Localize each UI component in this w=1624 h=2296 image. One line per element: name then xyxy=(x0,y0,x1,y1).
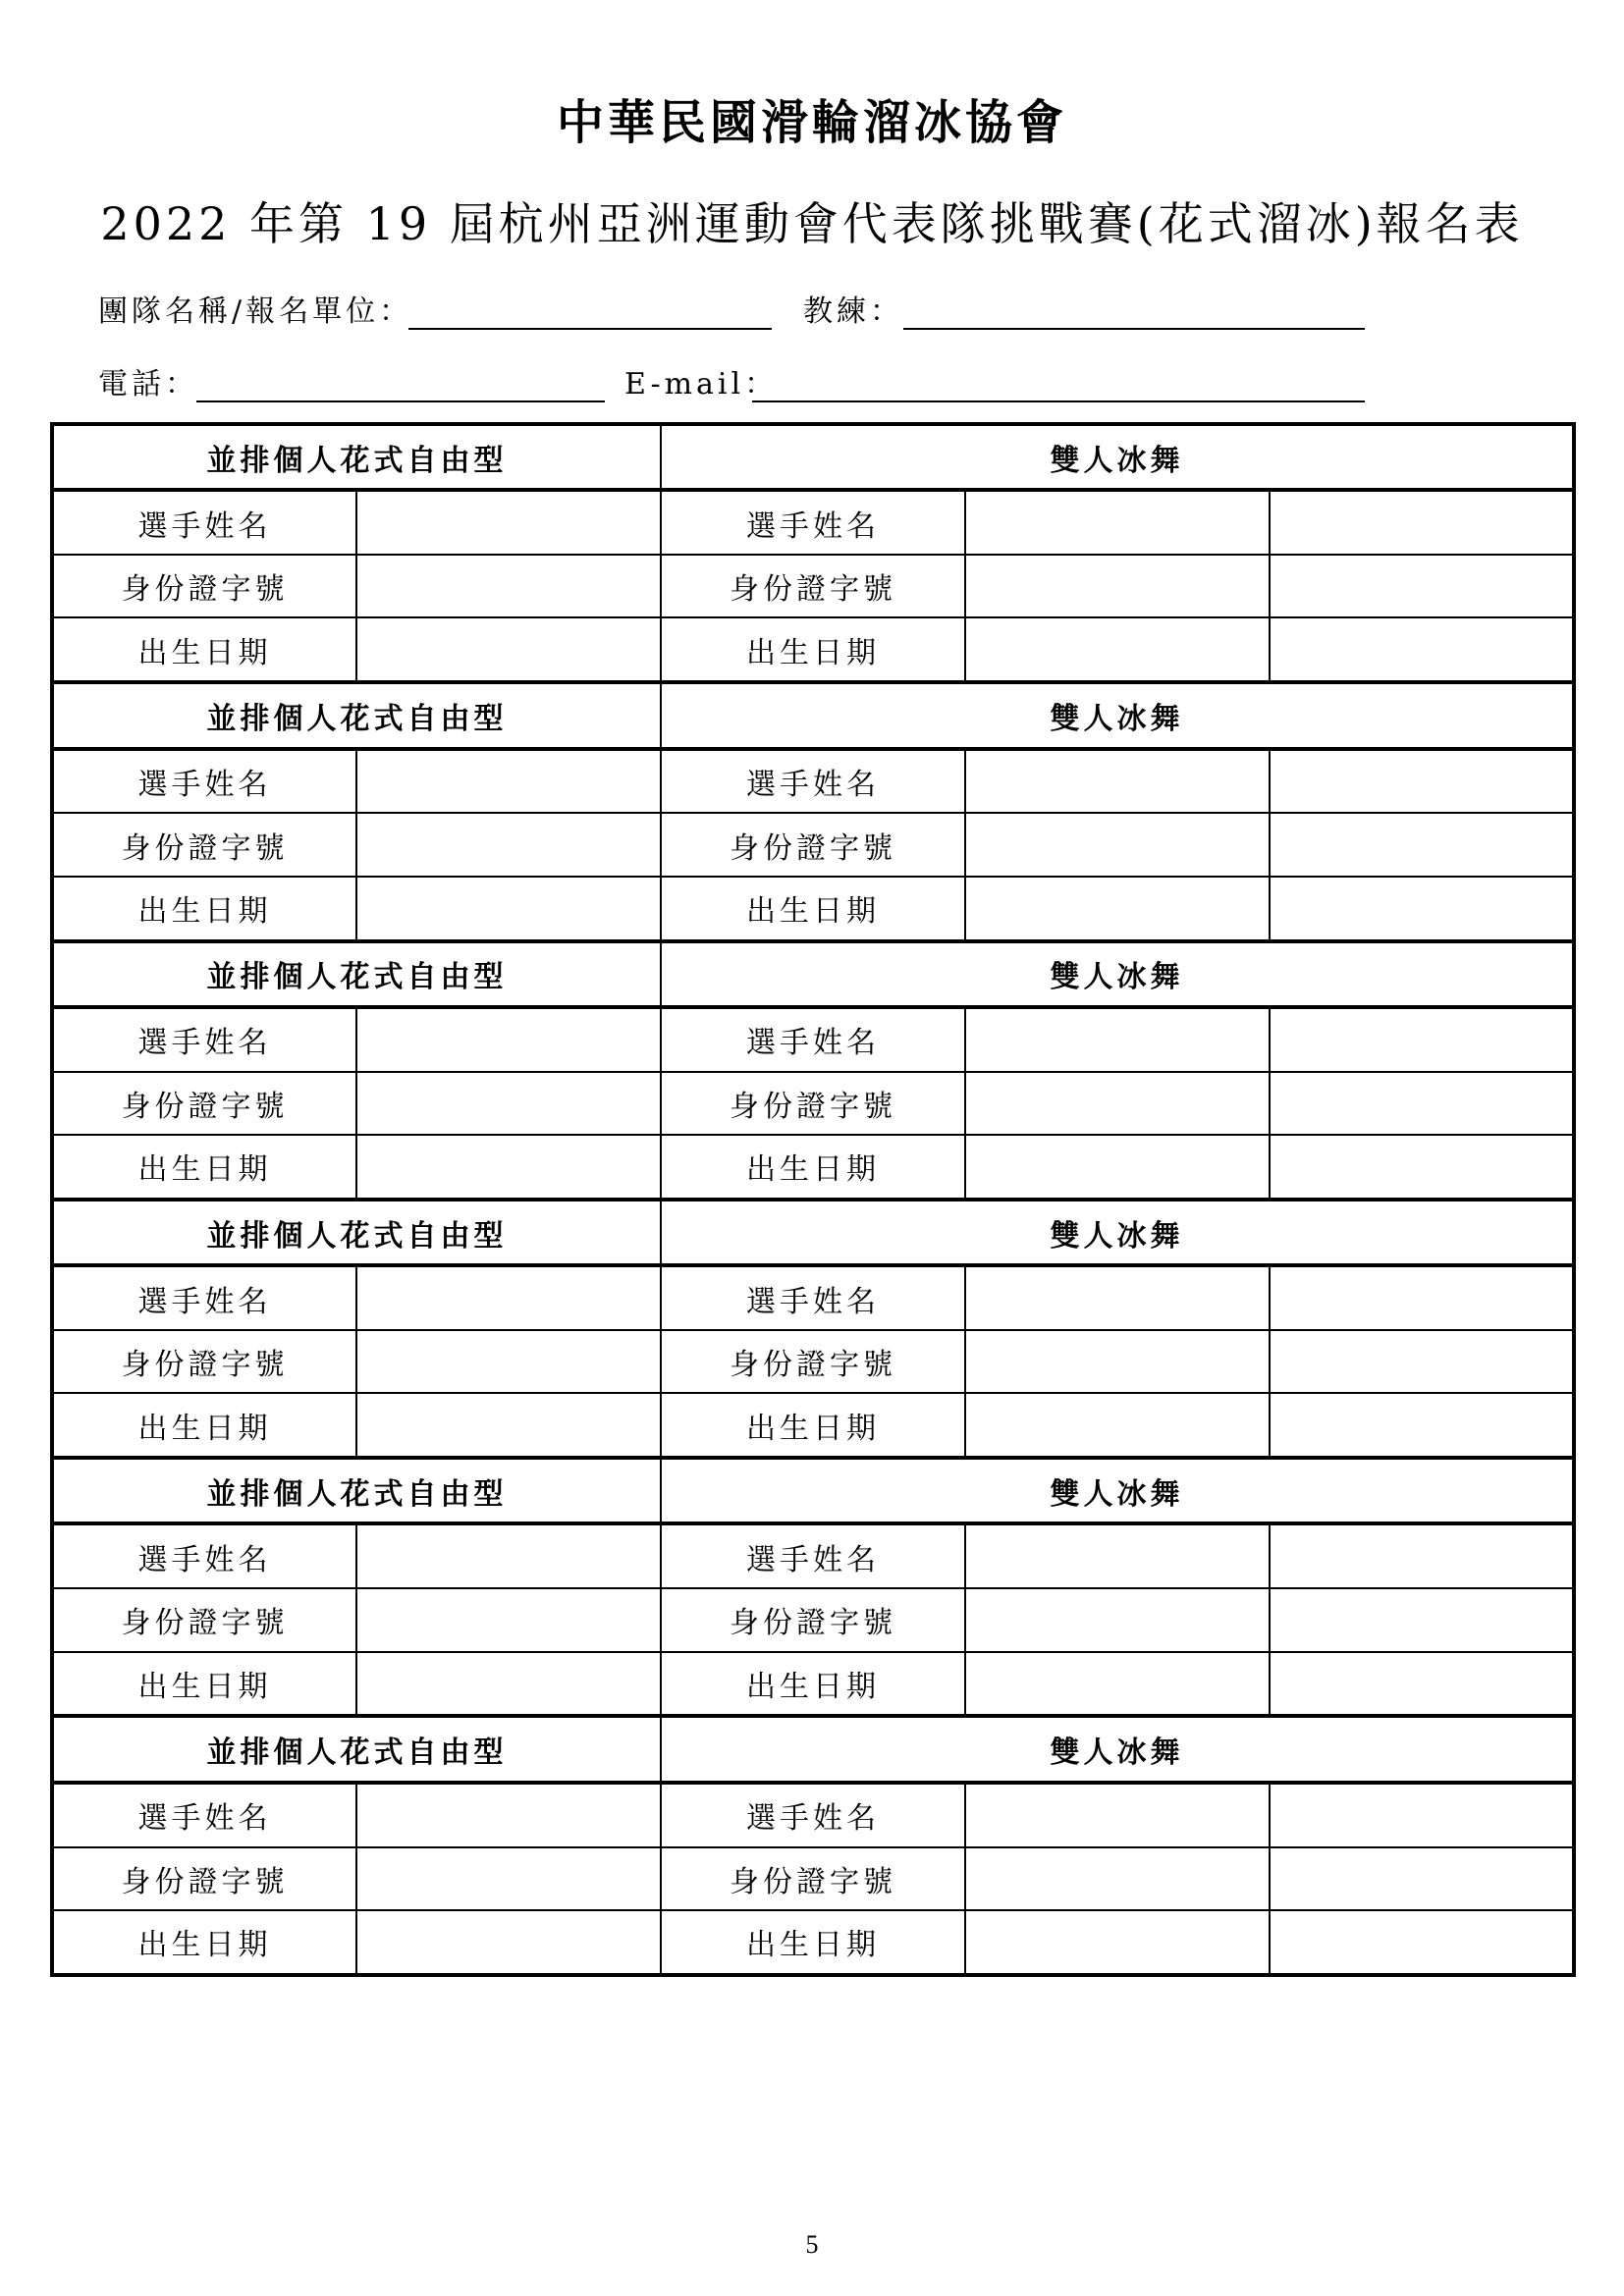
table-row xyxy=(52,1007,1574,1072)
right-partner-1-input[interactable] xyxy=(965,1523,1270,1588)
right-partner-2-input[interactable] xyxy=(1270,1910,1574,1975)
coach-label: 教練： xyxy=(803,294,903,329)
right-partner-1-input[interactable] xyxy=(965,813,1270,876)
left-field-input[interactable] xyxy=(356,1652,661,1717)
table-row xyxy=(52,1847,1574,1910)
right-field-label: 選手姓名 xyxy=(661,1783,965,1847)
left-field-label: 身份證字號 xyxy=(52,1588,356,1651)
right-partner-2-input[interactable] xyxy=(1270,1847,1574,1910)
right-field-label: 出生日期 xyxy=(661,1910,965,1975)
table-row xyxy=(52,1072,1574,1135)
right-field-label: 身份證字號 xyxy=(661,1847,965,1910)
pair-dance-title: 雙人冰舞 xyxy=(661,1200,1574,1265)
table-row xyxy=(52,813,1574,876)
freestyle-title: 並排個人花式自由型 xyxy=(52,1458,661,1523)
right-field-label: 身份證字號 xyxy=(661,1588,965,1651)
right-partner-2-input[interactable] xyxy=(1270,1072,1574,1135)
freestyle-title: 並排個人花式自由型 xyxy=(52,1716,661,1782)
right-field-label: 選手姓名 xyxy=(661,1265,965,1330)
right-partner-1-input[interactable] xyxy=(965,1135,1270,1200)
left-field-input[interactable] xyxy=(356,1523,661,1588)
left-field-input[interactable] xyxy=(356,1783,661,1847)
email-field[interactable] xyxy=(752,365,1365,402)
left-field-input[interactable] xyxy=(356,1393,661,1458)
table-row xyxy=(52,1652,1574,1717)
right-partner-2-input[interactable] xyxy=(1270,749,1574,814)
right-field-label: 選手姓名 xyxy=(661,1523,965,1588)
left-field-label: 出生日期 xyxy=(52,1910,356,1975)
freestyle-title: 並排個人花式自由型 xyxy=(52,941,661,1007)
registration-table xyxy=(50,422,1576,1977)
left-field-label: 選手姓名 xyxy=(52,1783,356,1847)
left-field-input[interactable] xyxy=(356,1265,661,1330)
team-coach-row xyxy=(98,293,1375,340)
right-partner-1-input[interactable] xyxy=(965,877,1270,941)
right-field-label: 身份證字號 xyxy=(661,813,965,876)
right-partner-1-input[interactable] xyxy=(965,1652,1270,1717)
left-field-input[interactable] xyxy=(356,555,661,617)
left-field-label: 身份證字號 xyxy=(52,1072,356,1135)
table-row xyxy=(52,877,1574,941)
pair-dance-title: 雙人冰舞 xyxy=(661,424,1574,490)
right-partner-2-input[interactable] xyxy=(1270,1007,1574,1072)
table-row xyxy=(52,1783,1574,1847)
table-row xyxy=(52,490,1574,555)
right-partner-2-input[interactable] xyxy=(1270,555,1574,617)
right-partner-1-input[interactable] xyxy=(965,1393,1270,1458)
right-field-label: 身份證字號 xyxy=(661,1330,965,1393)
email-label: E-mail： xyxy=(624,367,779,401)
right-partner-2-input[interactable] xyxy=(1270,1393,1574,1458)
table-row xyxy=(52,1393,1574,1458)
right-partner-2-input[interactable] xyxy=(1270,813,1574,876)
right-partner-1-input[interactable] xyxy=(965,1783,1270,1847)
left-field-label: 選手姓名 xyxy=(52,1007,356,1072)
table-row xyxy=(52,1523,1574,1588)
right-partner-1-input[interactable] xyxy=(965,1007,1270,1072)
table-row xyxy=(52,1265,1574,1330)
freestyle-title: 並排個人花式自由型 xyxy=(52,1200,661,1265)
left-field-label: 出生日期 xyxy=(52,1135,356,1200)
coach-field[interactable] xyxy=(903,293,1365,330)
right-partner-2-input[interactable] xyxy=(1270,1652,1574,1717)
freestyle-title: 並排個人花式自由型 xyxy=(52,424,661,490)
pair-dance-title: 雙人冰舞 xyxy=(661,1458,1574,1523)
right-partner-2-input[interactable] xyxy=(1270,1523,1574,1588)
table-row xyxy=(52,1910,1574,1975)
right-field-label: 身份證字號 xyxy=(661,555,965,617)
form-title: 2022 年第 19 屆杭州亞洲運動會代表隊挑戰賽(花式溜冰)報名表 xyxy=(100,197,1524,250)
right-partner-1-input[interactable] xyxy=(965,1330,1270,1393)
right-partner-2-input[interactable] xyxy=(1270,877,1574,941)
left-field-input[interactable] xyxy=(356,877,661,941)
left-field-input[interactable] xyxy=(356,1330,661,1393)
left-field-input[interactable] xyxy=(356,1007,661,1072)
right-partner-1-input[interactable] xyxy=(965,490,1270,555)
left-field-label: 身份證字號 xyxy=(52,555,356,617)
right-partner-2-input[interactable] xyxy=(1270,1783,1574,1847)
right-partner-1-input[interactable] xyxy=(965,617,1270,682)
table-row xyxy=(52,1330,1574,1393)
right-partner-2-input[interactable] xyxy=(1270,490,1574,555)
right-partner-1-input[interactable] xyxy=(965,1588,1270,1651)
right-partner-1-input[interactable] xyxy=(965,749,1270,814)
section-header xyxy=(52,1200,1574,1265)
left-field-input[interactable] xyxy=(356,813,661,876)
phone-email-row xyxy=(98,365,1375,412)
section-header xyxy=(52,941,1574,1007)
left-field-label: 選手姓名 xyxy=(52,490,356,555)
left-field-input[interactable] xyxy=(356,749,661,814)
table-row xyxy=(52,749,1574,814)
section-header xyxy=(52,682,1574,748)
table-row xyxy=(52,555,1574,617)
table-row xyxy=(52,1135,1574,1200)
right-field-label: 選手姓名 xyxy=(661,490,965,555)
right-partner-1-input[interactable] xyxy=(965,1847,1270,1910)
right-field-label: 出生日期 xyxy=(661,877,965,941)
team-label: 團隊名稱/報名單位： xyxy=(98,294,413,329)
right-partner-2-input[interactable] xyxy=(1270,1330,1574,1393)
left-field-label: 選手姓名 xyxy=(52,1523,356,1588)
left-field-label: 出生日期 xyxy=(52,617,356,682)
table-row xyxy=(52,1588,1574,1651)
right-partner-1-input[interactable] xyxy=(965,555,1270,617)
right-partner-2-input[interactable] xyxy=(1270,1588,1574,1651)
left-field-label: 選手姓名 xyxy=(52,1265,356,1330)
right-field-label: 出生日期 xyxy=(661,1135,965,1200)
left-field-label: 出生日期 xyxy=(52,1652,356,1717)
pair-dance-title: 雙人冰舞 xyxy=(661,1716,1574,1782)
left-field-label: 選手姓名 xyxy=(52,749,356,814)
right-partner-1-input[interactable] xyxy=(965,1265,1270,1330)
right-field-label: 選手姓名 xyxy=(661,1007,965,1072)
left-field-input[interactable] xyxy=(356,490,661,555)
right-partner-2-input[interactable] xyxy=(1270,1265,1574,1330)
left-field-input[interactable] xyxy=(356,1847,661,1910)
right-partner-2-input[interactable] xyxy=(1270,1135,1574,1200)
right-field-label: 選手姓名 xyxy=(661,749,965,814)
left-field-label: 身份證字號 xyxy=(52,813,356,876)
section-header xyxy=(52,1716,1574,1782)
pair-dance-title: 雙人冰舞 xyxy=(661,682,1574,748)
phone-field[interactable] xyxy=(196,365,605,402)
right-field-label: 出生日期 xyxy=(661,1652,965,1717)
right-partner-1-input[interactable] xyxy=(965,1072,1270,1135)
phone-label: 電話： xyxy=(98,367,198,401)
section-header xyxy=(52,1458,1574,1523)
right-partner-2-input[interactable] xyxy=(1270,617,1574,682)
left-field-input[interactable] xyxy=(356,1588,661,1651)
organization-title: 中華民國滑輪溜冰協會 xyxy=(556,95,1067,150)
page-number: 5 xyxy=(805,2230,819,2259)
right-field-label: 身份證字號 xyxy=(661,1072,965,1135)
left-field-input[interactable] xyxy=(356,617,661,682)
left-field-input[interactable] xyxy=(356,1072,661,1135)
left-field-input[interactable] xyxy=(356,1135,661,1200)
right-partner-1-input[interactable] xyxy=(965,1910,1270,1975)
pair-dance-title: 雙人冰舞 xyxy=(661,941,1574,1007)
left-field-label: 身份證字號 xyxy=(52,1847,356,1910)
left-field-label: 身份證字號 xyxy=(52,1330,356,1393)
right-field-label: 出生日期 xyxy=(661,1393,965,1458)
left-field-label: 出生日期 xyxy=(52,877,356,941)
section-header xyxy=(52,424,1574,490)
left-field-label: 出生日期 xyxy=(52,1393,356,1458)
team-field[interactable] xyxy=(408,293,772,330)
freestyle-title: 並排個人花式自由型 xyxy=(52,682,661,748)
right-field-label: 出生日期 xyxy=(661,617,965,682)
table-row xyxy=(52,617,1574,682)
left-field-input[interactable] xyxy=(356,1910,661,1975)
